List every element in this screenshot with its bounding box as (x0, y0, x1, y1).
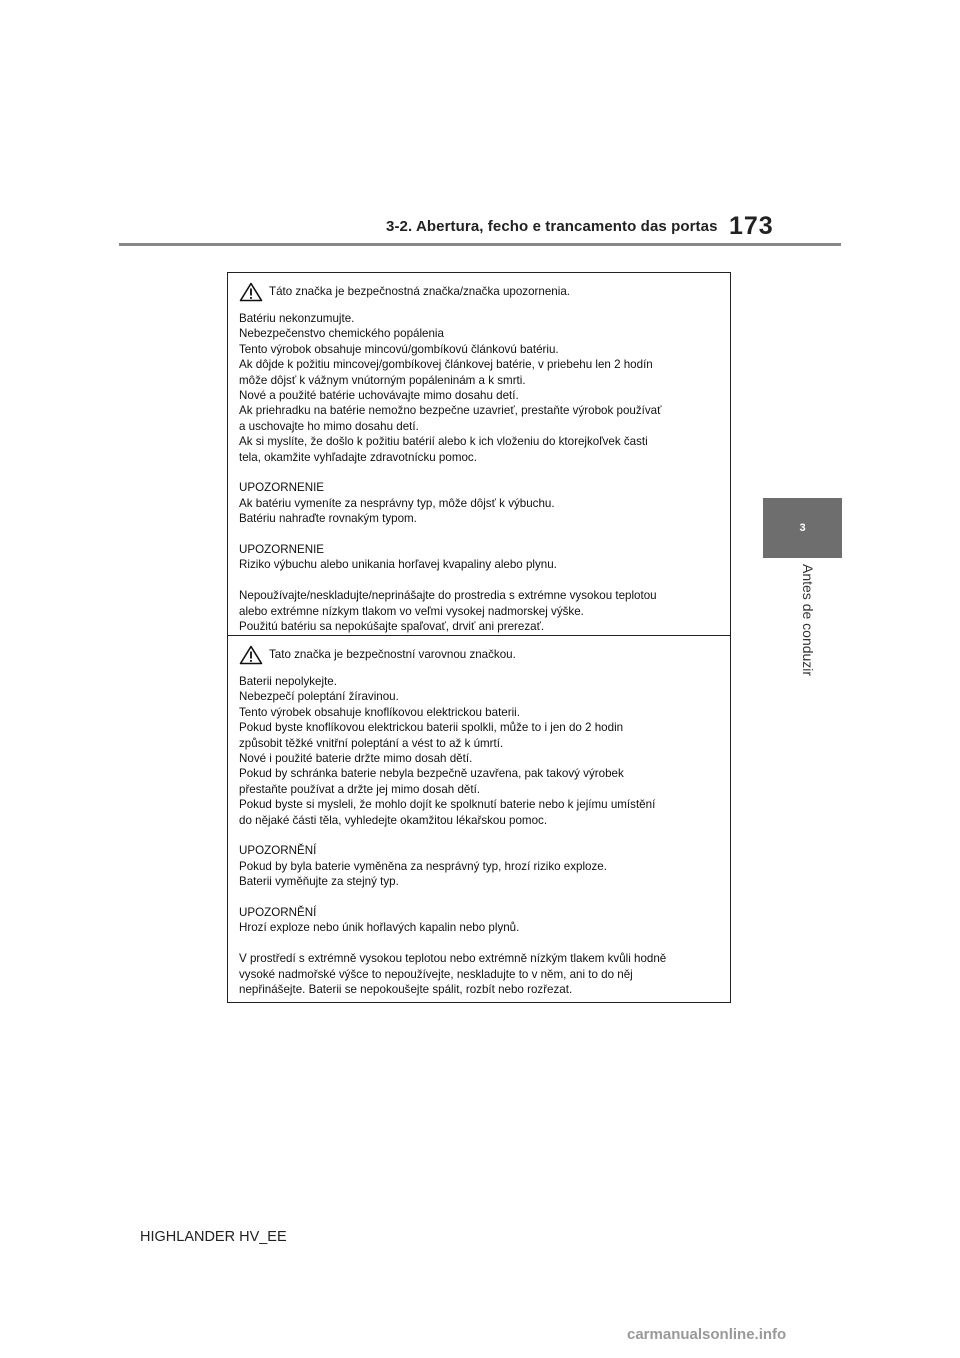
battery-warning-box (227, 272, 731, 1003)
warning-paragraph (239, 674, 726, 828)
chapter-title: Antes de conduzir (800, 564, 816, 677)
text-line: Nové i použité baterie držte mimo dosah dětí. (239, 752, 473, 766)
warning-body (239, 674, 726, 997)
text-line: Pokud byste si mysleli, že mohlo dojít ke spolknutí baterie nebo k jejímu umístění (239, 798, 656, 812)
chapter-tab (763, 498, 842, 558)
warning-panel-czech (228, 636, 730, 1002)
text-line: Riziko výbuchu alebo unikania horľavej kvapaliny alebo plynu. (239, 558, 557, 572)
warning-symbol-text: Tato značka je bezpečnostní varovnou značkou. (269, 648, 516, 661)
text-line: Batériu nekonzumujte. (239, 312, 355, 325)
text-line: UPOZORNENIE (239, 481, 325, 495)
text-line: Použitú batériu sa nepokúšajte spaľovať, drviť ani prerezať. (239, 620, 545, 634)
text-line: UPOZORNĚNÍ (239, 906, 317, 920)
vehicle-model: HIGHLANDER HV_EE (140, 1229, 287, 1245)
text-line: Pokud by byla baterie vyměněna za nesprávný typ, hrozí riziko exploze. (239, 859, 607, 873)
text-line: Tento výrobok obsahuje mincovú/gombíkovú článkovú batériu. (239, 342, 559, 356)
text-line: nepřinášejte. Baterii se nepokoušejte spálit, rozbít nebo rozřezat. (239, 983, 573, 997)
text-line: Baterii nepolykejte. (239, 675, 337, 688)
watermark: carmanualsonline.info (627, 1326, 787, 1343)
chapter-number: 3 (799, 522, 806, 534)
section-title: 3-2. Abertura, fecho e trancamento das portas (386, 218, 718, 235)
warning-paragraph (239, 843, 726, 889)
text-line: Ak si myslíte, že došlo k požitiu batérií alebo k ich vloženiu do ktorejkoľvek časti (239, 435, 648, 449)
warning-triangle-icon (239, 645, 263, 665)
warning-symbol-text: Táto značka je bezpečnostná značka/značka upozornenia. (269, 285, 570, 298)
text-line: vysoké nadmořské výšce to nepoužívejte, neskladujte to v něm, ani to do něj (239, 967, 633, 981)
text-line: Baterii vyměňujte za stejný typ. (239, 875, 399, 889)
warning-panel-slovak (228, 273, 730, 636)
text-line: Batériu nahraďte rovnakým typom. (239, 512, 417, 526)
text-line: Pokud byste knoflíkovou elektrickou baterii spolkli, může to i jen do 2 hodin (239, 721, 624, 735)
text-line: môže dôjsť k vážnym vnútorným popáleninám a k smrti. (239, 373, 526, 387)
warning-paragraph (239, 951, 726, 997)
text-line: do nějaké části těla, vyhledejte okamžitou lékařskou pomoc. (239, 813, 548, 827)
text-line: a uschovajte ho mimo dosahu detí. (239, 419, 419, 433)
warning-triangle-icon (239, 282, 263, 302)
text-line: V prostředí s extrémně vysokou teplotou nebo extrémně nízkým tlakem kvůli hodně (239, 952, 667, 966)
text-line: Nepoužívajte/neskladujte/neprinášajte do prostredia s extrémne vysokou teplotou (239, 589, 657, 603)
text-line: UPOZORNENIE (239, 543, 325, 557)
warning-paragraph (239, 311, 726, 465)
text-line: alebo extrémne nízkym tlakom vo veľmi vysokej nadmorskej výške. (239, 604, 584, 618)
page-number: 173 (729, 212, 774, 240)
text-line: Tento výrobek obsahuje knoflíkovou elektrickou baterii. (239, 705, 520, 719)
text-line: Hrozí exploze nebo únik hořlavých kapalin nebo plynů. (239, 921, 520, 935)
text-line: tela, okamžite vyhľadajte zdravotnícku pomoc. (239, 450, 477, 464)
warning-paragraph (239, 542, 726, 573)
warning-paragraph (239, 905, 726, 936)
text-line: Ak batériu vymeníte za nesprávny typ, môže dôjsť k výbuchu. (239, 496, 555, 510)
text-line: Pokud by schránka baterie nebyla bezpečně uzavřena, pak takový výrobek (239, 767, 624, 781)
text-line: UPOZORNĚNÍ (239, 844, 317, 858)
text-line: přestaňte používat a držte jej mimo dosah dětí. (239, 782, 481, 796)
text-line: způsobit těžké vnitřní poleptání a vést to až k úmrtí. (239, 736, 504, 750)
text-line: Nové a použité batérie uchovávajte mimo dosahu detí. (239, 389, 519, 403)
warning-paragraph (239, 480, 726, 526)
text-line: Nebezpečí poleptání žíravinou. (239, 690, 399, 704)
text-line: Nebezpečenstvo chemického popálenia (239, 327, 444, 341)
warning-paragraph (239, 588, 726, 634)
warning-body (239, 311, 726, 634)
text-line: Ak priehradku na batérie nemožno bezpečne uzavrieť, prestaňte výrobok používať (239, 404, 662, 418)
header-divider (119, 243, 841, 246)
text-line: Ak dôjde k požitiu mincovej/gombíkovej článkovej batérie, v priebehu len 2 hodín (239, 358, 653, 372)
